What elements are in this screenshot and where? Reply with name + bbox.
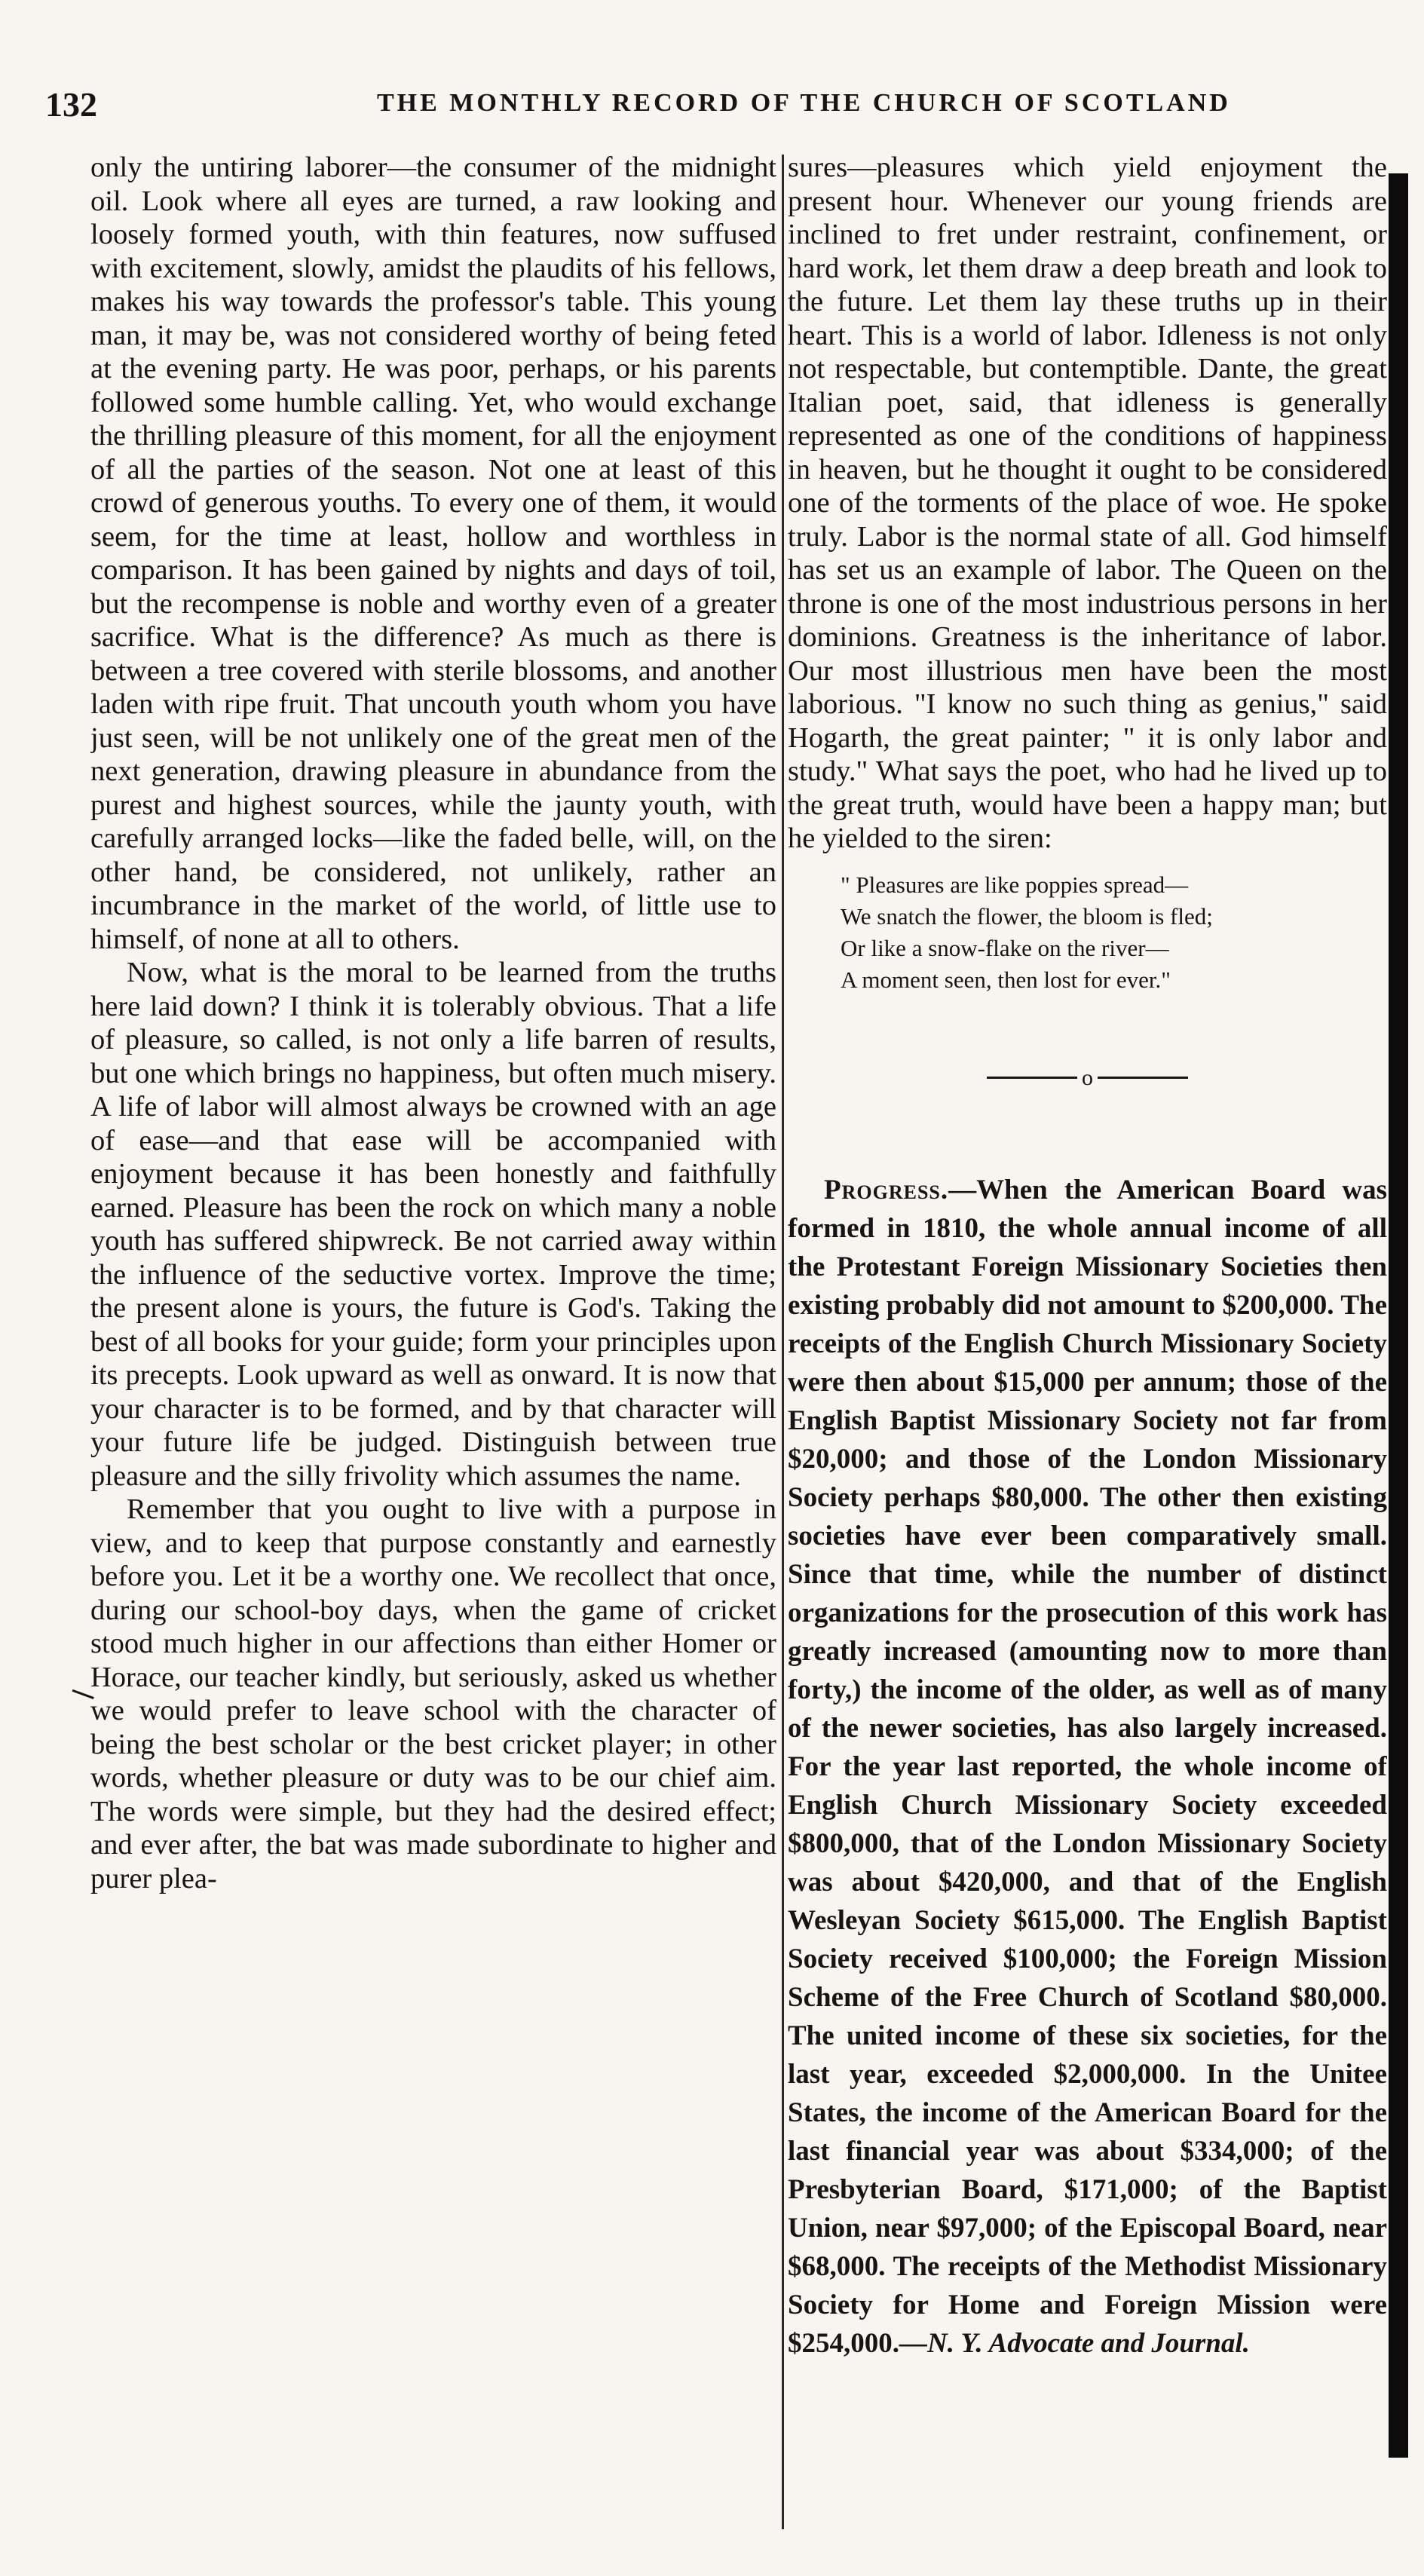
page-number: 132 [45,85,97,124]
ornament-rule-right [1098,1077,1188,1079]
right-paragraph-1: sures—pleasures which yield enjoyment the present hour. Whenever our young friends are inclined to fret under restraint, confinement, or hard work, let them draw a deep breath and look to the future. Let them lay these truths up in their heart. This is a world of labor. Idleness is not only not respectable, but contemptible. Dante, the great Italian poet, said, that idleness is generally represented as one of the conditions of happiness in heaven, but he thought it ought to be considered one of the torments of the place of woe. He spoke truly. Labor is the normal state of all. God himself has set us an example of labor. The Queen on the throne is one of the most industrious persons in her dominions. Greatness is the inheritance of labor. Our most illustrious men have been the most laborious. "I know no such thing as genius," said Hogarth, the great painter; " it is only labor and study." What says the poet, who had he lived up to the great truth, would have been a happy man; but he yielded to the siren: [788,152,1387,854]
running-title: THE MONTHLY RECORD OF THE CHURCH OF SCOTLAND [377,89,1231,117]
left-paragraph-3: Remember that you ought to live with a purpose in view, and to keep that purpose constantly and earnestly before you. Let it be a worthy one. We recollect that once, during our school-boy days, when the game of cricket stood much higher in our affections than either Homer or Horace, our teacher kindly, but seriously, asked us whether we would prefer to leave school with the character of being the best scholar or the best cricket player; in other words, whether pleasure or duty was to be our chief aim. The words were simple, but they had the desired effect; and ever after, the bat was made subordinate to higher and purer plea- [90,1493,776,1894]
poem-line: Or like a snow-flake on the river— [841,934,1169,961]
progress-heading: Progress. [824,1174,949,1205]
ornament-rule-left [987,1077,1077,1079]
left-column [90,151,776,2548]
section-ornament [788,1065,1387,1171]
left-paragraph-2: Now, what is the moral to be learned from the truths here laid down? I think it is tolerably obvious. That a life of pleasure, so called, is not only a life barren of results, but one which brings no happiness, but often much misery. A life of labor will almost always be crowned with an age of ease—and that ease will be accompanied with enjoyment because it has been honestly and faithfully earned. Pleasure has been the rock on which many a noble youth has suffered shipwreck. Be not carried away within the influence of the seductive vortex. Improve the time; the present alone is yours, the future is God's. Taking the best of all books for your guide; form your principles upon its precepts. Look upward as well as onward. It is now that your character is to be formed, and by that character will your future life be judged. Distinguish between true pleasure and the silly frivolity which assumes the name. [90,957,776,1492]
poem-quote [841,869,1387,996]
ornament-glyph: o [1082,1064,1093,1090]
left-paragraph-1: only the untiring laborer—the consumer of the midnight oil. Look where all eyes are turned, a raw looking and loosely formed youth, with thin features, now suffused with excitement, slowly, amidst the plaudits of his fellows, makes his way towards the professor's table. This young man, it may be, was not considered worthy of being feted at the evening party. He was poor, perhaps, or his parents followed some humble calling. Yet, who would exchange the thrilling pleasure of this moment, for all the enjoyment of all the parties of the season. Not one at least of this crowd of generous youths. To every one of them, it would seem, for the time at least, hollow and worthless in comparison. It has been gained by nights and days of toil, but the recompense is noble and worthy even of a greater sacrifice. What is the difference? As much as there is between a tree covered with sterile blossoms, and another laden with ripe fruit. That uncouth youth whom you have just seen, will be not unlikely one of the great men of the next generation, drawing pleasure in abundance from the purest and highest sources, while the jaunty youth, with carefully arranged locks—like the faded belle, will, on the other hand, be considered, not unlikely, rather an incumbrance in the market of the world, of little use to himself, of none at all to others. [90,152,776,955]
progress-source: —N. Y. Advocate and Journal. [899,2327,1250,2359]
right-column [788,151,1387,2518]
progress-body: —When the American Board was formed in 1810, the whole annual income of all the Protestant Foreign Missionary Societies then existing probably did not amount to $200,000. The receipts of the English Church Missionary Society were then about $15,000 per annum; those of the English Baptist Missionary Society not far from $20,000; and those of the London Missionary Society perhaps $80,000. The other then existing societies have ever been comparatively small. Since that time, while the number of distinct organizations for the prosecution of this work has greatly increased (amounting now to more than forty,) the income of the older, as well as of many of the newer societies, has also largely increased. For the year last reported, the whole income of English Church Missionary Society exceeded $800,000, that of the London Missionary Society was about $420,000, and that of the English Wesleyan Society $615,000. The English Baptist Society received $100,000; the Foreign Mission Scheme of the Free Church of Scotland $80,000. The united income of these six societies, for the last year, exceeded $2,000,000. In the Unitee States, the income of the American Board for the last financial year was about $334,000; of the Presbyterian Board, $171,000; of the Baptist Union, near $97,000; of the Episcopal Board, near $68,000. The receipts of the Methodist Missionary Society for Home and Foreign Mission were $254,000. [788,1174,1387,2359]
column-divider [782,155,784,2529]
scan-edge-shadow [1389,173,1408,2458]
poem-line: " Pleasures are like poppies spread— [841,871,1189,898]
margin-pencil-mark [64,1689,93,1720]
poem-line: A moment seen, then lost for ever." [841,966,1171,993]
page-header [45,84,1372,137]
poem-line: We snatch the flower, the bloom is fled; [841,902,1213,930]
progress-article [788,1171,1387,2363]
